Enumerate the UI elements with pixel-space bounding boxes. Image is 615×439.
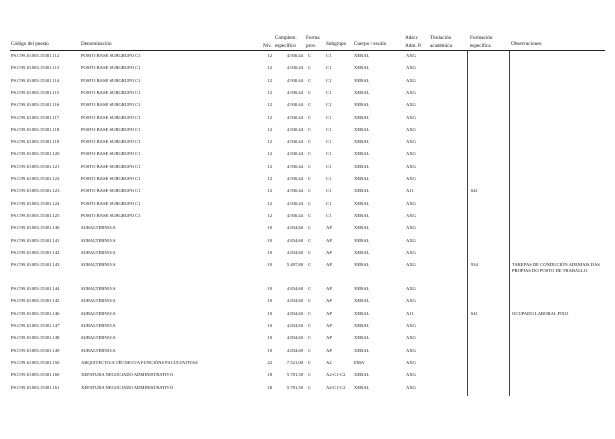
cell-forma: C: [308, 65, 312, 71]
cell-subgrupo: C1: [326, 200, 332, 206]
cell-adscr: A11: [406, 188, 414, 194]
cell-nivel: 10: [267, 347, 272, 353]
cell-nivel: 10: [267, 323, 272, 328]
header-adscr-top: Adscr.: [405, 35, 419, 41]
cell-forma: C: [308, 102, 312, 108]
cell-adscr: AXG: [406, 200, 416, 206]
header-complemento-top: Complem.: [275, 35, 297, 41]
cell-forma: C: [308, 139, 312, 145]
cell-complemento: 4.930,44: [286, 176, 303, 181]
cell-denominacion: POSTO BASE SUBGRUPO C1: [81, 114, 141, 120]
cell-nivel: 12: [267, 126, 272, 132]
table-row: [0, 65, 615, 77]
cell-adscr: AXG: [406, 372, 416, 378]
cell-complemento: 4.834,60: [286, 310, 303, 316]
table-row: [0, 78, 615, 90]
cell-cuerpo: XERAL: [354, 372, 370, 378]
cell-nivel: 10: [267, 237, 272, 243]
header-formacion-bottom: específica: [470, 43, 491, 49]
cell-adscr: AXG: [406, 53, 416, 58]
cell-denominacion: POSTO BASE SUBGRUPO C1: [81, 53, 141, 58]
cell-denominacion: POSTO BASE SUBGRUPO C1: [81, 139, 141, 145]
table-row: [0, 238, 615, 250]
cell-cuerpo: XERAL: [354, 384, 370, 390]
header-titulacion-top: Titulación: [430, 35, 452, 41]
cell-codigo: PS.C99.10.003.15301.118: [11, 126, 60, 132]
cell-nivel: 18: [267, 372, 272, 378]
header-adscr-bottom: Adm. P.: [405, 43, 422, 49]
cell-forma: C: [308, 77, 312, 83]
cell-nivel: 12: [267, 200, 272, 206]
cell-complemento: 4.930,44: [286, 53, 303, 58]
cell-denominacion: SUBALTERNO/A: [81, 323, 116, 328]
cell-formacion: 641: [471, 188, 478, 194]
cell-denominacion: POSTO BASE SUBGRUPO C1: [81, 151, 141, 157]
cell-denominacion: POSTO BASE SUBGRUPO C1: [81, 89, 141, 95]
cell-forma: C: [308, 310, 312, 316]
table-row: [0, 323, 615, 335]
cell-cuerpo: XERAL: [354, 53, 370, 58]
cell-denominacion: SUBALTERNO/A: [81, 347, 116, 353]
table-row: [0, 372, 615, 384]
cell-codigo: PS.C99.10.003.15301.119: [11, 139, 60, 145]
cell-subgrupo: C1: [326, 126, 332, 132]
cell-cuerpo: XERAL: [354, 188, 370, 194]
table-row: [0, 201, 615, 213]
cell-nivel: 12: [267, 114, 272, 120]
cell-adscr: AXG: [406, 65, 416, 71]
cell-adscr: AXG: [406, 298, 416, 304]
cell-subgrupo: C1: [326, 139, 332, 145]
table-row: [0, 262, 615, 274]
header-complemento-bottom: específico: [275, 43, 297, 49]
cell-formacion: 641: [471, 310, 478, 316]
cell-adscr: AXG: [406, 384, 416, 390]
header-codigo: Código del puesto: [11, 41, 49, 47]
cell-codigo: PS.C99.10.003.15301.161: [11, 384, 60, 390]
cell-cuerpo: XERAL: [354, 298, 370, 304]
cell-complemento: 5.497,80: [286, 262, 303, 268]
cell-codigo: PS.C99.10.003.15301.115: [11, 89, 60, 95]
cell-codigo: PS.C99.10.003.15301.142: [11, 249, 60, 255]
cell-forma: C: [308, 286, 312, 292]
cell-adscr: A11: [406, 310, 414, 316]
cell-subgrupo: C1: [326, 77, 332, 83]
cell-forma: C: [308, 225, 312, 231]
cell-cuerpo: XERAL: [354, 262, 370, 268]
cell-cuerpo: XERAL: [354, 310, 370, 316]
cell-cuerpo: XERAL: [354, 225, 370, 231]
cell-forma: C: [308, 200, 312, 206]
cell-subgrupo: C1: [326, 151, 332, 157]
cell-observaciones: OCUPADO LABORAL FIXO: [512, 310, 569, 316]
cell-adscr: AXG: [406, 77, 416, 83]
cell-codigo: PS.C99.10.003.15301.117: [11, 114, 60, 120]
cell-complemento: 4.930,44: [286, 77, 303, 83]
cell-forma: C: [308, 188, 312, 194]
cell-complemento: 4.930,44: [286, 114, 303, 120]
cell-forma: C: [308, 298, 312, 304]
cell-cuerpo: XERAL: [354, 151, 370, 157]
cell-denominacion: POSTO BASE SUBGRUPO C1: [81, 65, 141, 71]
cell-cuerpo: XERAL: [354, 237, 370, 243]
cell-denominacion: POSTO BASE SUBGRUPO C1: [81, 102, 141, 108]
cell-cuerpo: XERAL: [354, 212, 370, 218]
cell-forma: C: [308, 237, 312, 243]
cell-nivel: 10: [267, 310, 272, 316]
header-divider: [10, 50, 605, 51]
table-row: [0, 385, 615, 397]
cell-forma: C: [308, 126, 312, 132]
cell-nivel: 10: [267, 298, 272, 304]
cell-denominacion: SUBALTERNO/A: [81, 335, 116, 341]
cell-forma: C: [308, 176, 312, 181]
cell-subgrupo: AP: [326, 298, 332, 304]
cell-nivel: 12: [267, 102, 272, 108]
cell-subgrupo: AP: [326, 286, 332, 292]
cell-cuerpo: XERAL: [354, 200, 370, 206]
header-forma-bottom: prov.: [306, 43, 317, 49]
cell-cuerpo: XERAL: [354, 89, 370, 95]
table-row: [0, 115, 615, 127]
cell-cuerpo: XERAL: [354, 139, 370, 145]
cell-adscr: AXG: [406, 139, 416, 145]
cell-denominacion: SUBALTERNO/A: [81, 310, 116, 316]
cell-adscr: AXG: [406, 114, 416, 120]
cell-forma: C: [308, 114, 312, 120]
cell-denominacion: POSTO BASE SUBGRUPO C1: [81, 188, 141, 194]
table-row: [0, 298, 615, 310]
cell-nivel: 12: [267, 77, 272, 83]
table-row: [0, 90, 615, 102]
cell-complemento: 4.834,60: [286, 249, 303, 255]
header-observaciones: Observaciones: [511, 41, 542, 47]
cell-subgrupo: C1: [326, 65, 332, 71]
cell-adscr: AXG: [406, 151, 416, 157]
cell-nivel: 12: [267, 53, 272, 58]
cell-denominacion: SUBALTERNO/A: [81, 237, 116, 243]
cell-denominacion: POSTO BASE SUBGRUPO C1: [81, 77, 141, 83]
cell-complemento: 4.930,44: [286, 65, 303, 71]
cell-subgrupo: C1: [326, 163, 332, 169]
cell-subgrupo: AP: [326, 347, 332, 353]
header-nivel: Niv.: [263, 43, 272, 49]
cell-adscr: AXG: [406, 102, 416, 108]
cell-subgrupo: A2: [326, 359, 332, 365]
cell-codigo: PS.C99.10.003.15301.116: [11, 102, 60, 108]
cell-cuerpo: XERAL: [354, 176, 370, 181]
cell-codigo: PS.C99.10.003.15301.160: [11, 372, 60, 378]
cell-codigo: PS.C99.10.003.15301.113: [11, 65, 60, 71]
cell-codigo: PS.C99.10.003.15301.140: [11, 225, 60, 231]
cell-complemento: 4.930,44: [286, 212, 303, 218]
cell-subgrupo: AP: [326, 249, 332, 255]
cell-nivel: 12: [267, 89, 272, 95]
cell-denominacion: XEFATURA NEGOCIADO ADMINISTRATIVO: [81, 384, 174, 390]
cell-codigo: PS.C99.10.003.15301.124: [11, 200, 60, 206]
cell-codigo: PS.C99.10.003.15301.122: [11, 176, 60, 181]
cell-nivel: 10: [267, 249, 272, 255]
cell-adscr: AXG: [406, 126, 416, 132]
cell-complemento: 5.781,50: [286, 372, 303, 378]
cell-adscr: AXG: [406, 359, 416, 365]
cell-codigo: PS.C99.10.003.15301.145: [11, 298, 60, 304]
table-row: [0, 151, 615, 163]
cell-observaciones: TAREFAS DE CONDUCIÓN ADEMAIS DAS PROPIAS DO POSTO DE TRABALLO.: [512, 262, 600, 273]
cell-codigo: PS.C99.10.003.15301.147: [11, 323, 60, 328]
cell-adscr: AXG: [406, 89, 416, 95]
cell-denominacion: POSTO BASE SUBGRUPO C1: [81, 126, 141, 132]
cell-codigo: PS.C99.10.003.15301.125: [11, 212, 60, 218]
cell-denominacion: POSTO BASE SUBGRUPO C1: [81, 176, 141, 181]
cell-cuerpo: XERAL: [354, 77, 370, 83]
cell-adscr: AXG: [406, 323, 416, 328]
cell-complemento: 5.781,50: [286, 384, 303, 390]
cell-adscr: AXG: [406, 286, 416, 292]
cell-codigo: PS.C99.10.003.15301.144: [11, 286, 60, 292]
cell-cuerpo: EMA: [354, 359, 365, 365]
cell-nivel: 10: [267, 335, 272, 341]
cell-codigo: PS.C99.10.003.15301.121: [11, 163, 60, 169]
cell-forma: C: [308, 89, 312, 95]
cell-cuerpo: XERAL: [354, 323, 370, 328]
cell-adscr: AXG: [406, 225, 416, 231]
cell-complemento: 4.834,60: [286, 286, 303, 292]
cell-adscr: AXG: [406, 237, 416, 243]
cell-subgrupo: AP: [326, 262, 332, 268]
cell-subgrupo: AP: [326, 225, 332, 231]
cell-adscr: AXG: [406, 176, 416, 181]
table-row: [0, 53, 615, 65]
table-row: [0, 127, 615, 139]
table-row: [0, 225, 615, 237]
cell-nivel: 10: [267, 262, 272, 268]
header-titulacion-bottom: académica: [430, 43, 452, 49]
cell-forma: C: [308, 212, 312, 218]
cell-cuerpo: XERAL: [354, 102, 370, 108]
cell-complemento: 4.834,60: [286, 347, 303, 353]
cell-adscr: AXG: [406, 163, 416, 169]
cell-nivel: 12: [267, 65, 272, 71]
cell-complemento: 4.930,44: [286, 126, 303, 132]
cell-subgrupo: C1: [326, 212, 332, 218]
cell-adscr: AXG: [406, 212, 416, 218]
table-row: [0, 311, 615, 323]
cell-complemento: 4.834,60: [286, 335, 303, 341]
cell-nivel: 18: [267, 384, 272, 390]
cell-cuerpo: XERAL: [354, 286, 370, 292]
header-subgrupo: Subgrupo: [326, 41, 347, 47]
cell-codigo: PS.C99.10.003.15301.143: [11, 262, 60, 268]
cell-cuerpo: XERAL: [354, 114, 370, 120]
header-denominacion: Denominación: [81, 41, 112, 47]
table-row: [0, 139, 615, 151]
cell-forma: C: [308, 359, 312, 365]
cell-complemento: 4.930,44: [286, 163, 303, 169]
header-formacion-top: Formación: [470, 35, 493, 41]
cell-denominacion: SUBALTERNO/A: [81, 262, 116, 268]
cell-complemento: 4.834,60: [286, 323, 303, 328]
cell-formacion: 934: [471, 262, 478, 268]
cell-codigo: PS.C99.10.003.15301.149: [11, 347, 60, 353]
table-row: [0, 176, 615, 188]
cell-adscr: AXG: [406, 347, 416, 353]
cell-adscr: AXG: [406, 335, 416, 341]
cell-denominacion: SUBALTERNO/A: [81, 249, 116, 255]
cell-complemento: 4.930,44: [286, 151, 303, 157]
cell-forma: C: [308, 262, 312, 268]
table-row: [0, 360, 615, 372]
cell-complemento: 4.930,44: [286, 200, 303, 206]
cell-denominacion: SUBALTERNO/A: [81, 286, 116, 292]
cell-nivel: 12: [267, 139, 272, 145]
cell-complemento: 4.834,60: [286, 298, 303, 304]
cell-subgrupo: A2-C1-C2: [326, 372, 346, 378]
cell-codigo: PS.C99.10.003.15301.123: [11, 188, 60, 194]
cell-denominacion: SUBALTERNO/A: [81, 225, 116, 231]
table-row: [0, 102, 615, 114]
cell-complemento: 7.521,00: [286, 359, 303, 365]
cell-forma: C: [308, 347, 312, 353]
cell-codigo: PS.C99.10.003.15301.112: [11, 53, 60, 58]
cell-denominacion: POSTO BASE SUBGRUPO C1: [81, 212, 141, 218]
cell-subgrupo: C1: [326, 114, 332, 120]
header-cuerpo: Cuerpo / escala: [354, 41, 386, 47]
cell-nivel: 22: [267, 359, 272, 365]
header-forma-top: Forma: [306, 35, 320, 41]
cell-forma: C: [308, 249, 312, 255]
cell-nivel: 10: [267, 286, 272, 292]
cell-subgrupo: AP: [326, 335, 332, 341]
cell-subgrupo: C1: [326, 53, 332, 58]
cell-adscr: AXG: [406, 249, 416, 255]
table-row: [0, 286, 615, 298]
cell-nivel: 12: [267, 212, 272, 218]
cell-subgrupo: A2-C1-C2: [326, 384, 346, 390]
cell-subgrupo: AP: [326, 237, 332, 243]
cell-cuerpo: XERAL: [354, 347, 370, 353]
table-row: [0, 213, 615, 225]
cell-denominacion: SUBALTERNO/A: [81, 298, 116, 304]
cell-complemento: 4.834,60: [286, 225, 303, 231]
cell-codigo: PS.C99.10.003.15301.120: [11, 151, 60, 157]
table-row: [0, 188, 615, 200]
cell-denominacion: ARQUITECTO/A TÉCNICO/A FUNCIÓNS FACULTATIVAS: [81, 359, 198, 365]
cell-denominacion: POSTO BASE SUBGRUPO C1: [81, 200, 141, 206]
cell-complemento: 4.930,44: [286, 188, 303, 194]
cell-subgrupo: AP: [326, 310, 332, 316]
cell-subgrupo: AP: [326, 323, 332, 328]
cell-subgrupo: C1: [326, 102, 332, 108]
cell-complemento: 4.834,60: [286, 237, 303, 243]
cell-forma: C: [308, 163, 312, 169]
table-row: [0, 250, 615, 262]
cell-codigo: PS.C99.10.003.15301.148: [11, 335, 60, 341]
cell-codigo: PS.C99.10.003.15301.146: [11, 310, 60, 316]
cell-cuerpo: XERAL: [354, 163, 370, 169]
cell-forma: C: [308, 335, 312, 341]
table-row: [0, 335, 615, 347]
cell-cuerpo: XERAL: [354, 335, 370, 341]
cell-forma: C: [308, 151, 312, 157]
cell-complemento: 4.930,44: [286, 139, 303, 145]
cell-denominacion: XEFATURA NEGOCIADO ADMINISTRATIVO: [81, 372, 174, 378]
cell-forma: C: [308, 53, 312, 58]
cell-nivel: 10: [267, 225, 272, 231]
cell-forma: C: [308, 372, 312, 378]
cell-denominacion: POSTO BASE SUBGRUPO C1: [81, 163, 141, 169]
cell-cuerpo: XERAL: [354, 126, 370, 132]
cell-subgrupo: C1: [326, 188, 332, 194]
cell-adscr: AXG: [406, 262, 416, 268]
cell-codigo: PS.C99.10.003.15301.114: [11, 77, 60, 83]
cell-forma: C: [308, 384, 312, 390]
cell-subgrupo: C1: [326, 176, 332, 181]
cell-nivel: 12: [267, 188, 272, 194]
cell-forma: C: [308, 323, 312, 328]
cell-cuerpo: XERAL: [354, 249, 370, 255]
cell-cuerpo: XERAL: [354, 65, 370, 71]
cell-complemento: 4.930,44: [286, 102, 303, 108]
cell-codigo: PS.C99.10.003.15301.150: [11, 359, 60, 365]
cell-complemento: 4.930,44: [286, 89, 303, 95]
cell-codigo: PS.C99.10.003.15301.141: [11, 237, 60, 243]
table-row: [0, 164, 615, 176]
cell-nivel: 12: [267, 176, 272, 181]
cell-nivel: 12: [267, 163, 272, 169]
table-row: [0, 348, 615, 360]
cell-subgrupo: C1: [326, 89, 332, 95]
cell-nivel: 12: [267, 151, 272, 157]
